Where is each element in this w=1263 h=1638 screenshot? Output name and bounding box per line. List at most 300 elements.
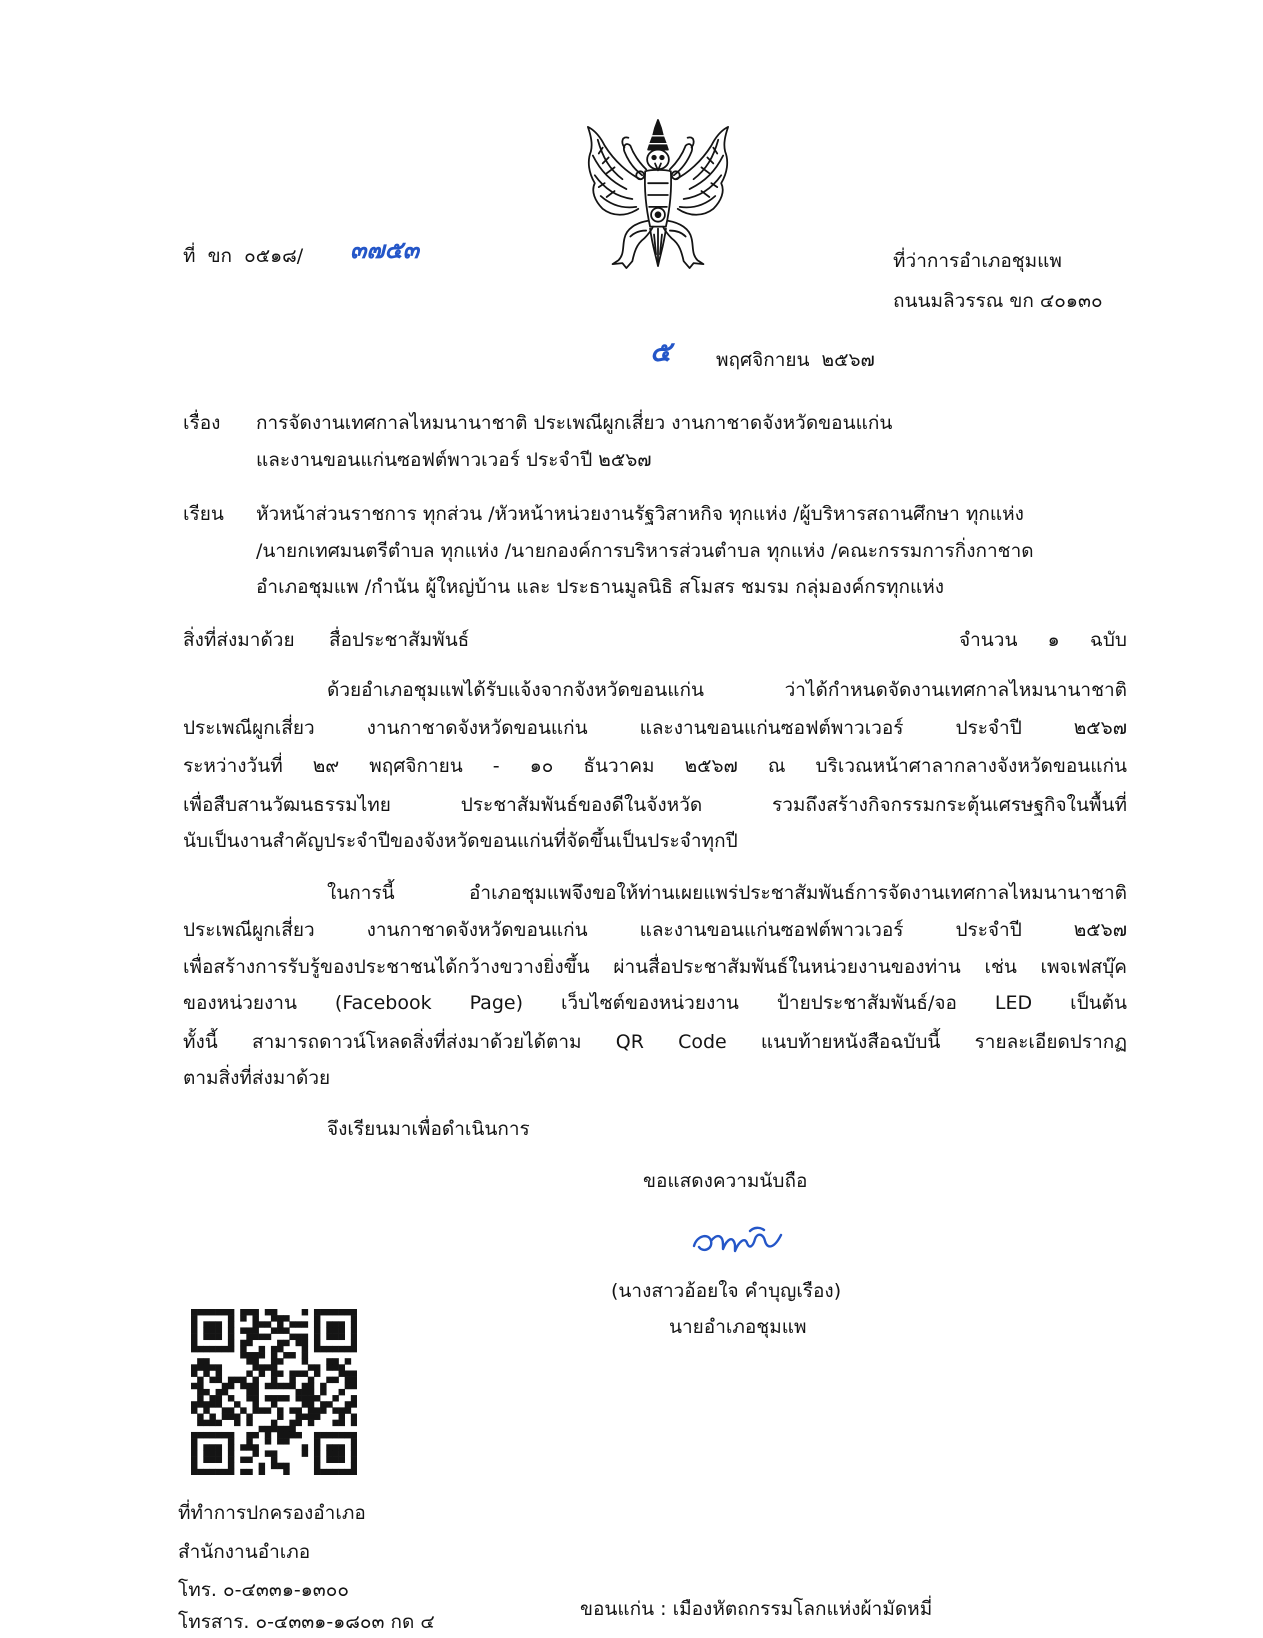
qr-module [302,1309,308,1315]
qr-module [203,1407,209,1413]
qr-module [252,1352,258,1358]
qr-module [246,1334,252,1340]
qr-module [209,1334,215,1340]
footer-contact-line: โทร. ๐-๔๓๓๑-๑๓๐๐ [178,1579,349,1601]
qr-module [197,1469,203,1475]
qr-module [246,1352,252,1358]
qr-module [240,1352,246,1358]
qr-module [314,1334,320,1340]
qr-module [314,1309,320,1315]
qr-module [203,1358,209,1364]
qr-module [289,1426,295,1432]
qr-module [209,1432,215,1438]
qr-module [345,1432,351,1438]
qr-module [191,1346,197,1352]
qr-module [216,1450,222,1456]
qr-module [283,1352,289,1358]
qr-module [332,1309,338,1315]
qr-module [265,1432,271,1438]
qr-module [259,1346,265,1352]
recipient-label: เรียน [183,503,224,525]
qr-module [277,1315,283,1321]
qr-module [314,1340,320,1346]
qr-module [203,1450,209,1456]
qr-module [265,1426,271,1432]
qr-module [277,1432,283,1438]
qr-module [326,1444,332,1450]
reference-number-handwritten: ๓๗๕๓ [350,235,420,264]
qr-module [228,1327,234,1333]
qr-module [265,1438,271,1444]
qr-module [332,1346,338,1352]
qr-module [216,1432,222,1438]
qr-module [302,1395,308,1401]
qr-module [222,1407,228,1413]
qr-module [283,1432,289,1438]
qr-module [332,1321,338,1327]
qr-module [332,1327,338,1333]
qr-module [296,1407,302,1413]
qr-module [216,1401,222,1407]
qr-module [259,1407,265,1413]
qr-module [252,1389,258,1395]
qr-module [197,1395,203,1401]
qr-module [222,1383,228,1389]
qr-module [277,1407,283,1413]
qr-module [296,1420,302,1426]
qr-module [339,1364,345,1370]
qr-module [240,1383,246,1389]
enclosure-item: สื่อประชาสัมพันธ์ [329,629,470,651]
qr-module [203,1432,209,1438]
qr-module [197,1364,203,1370]
qr-module [332,1364,338,1370]
qr-module [252,1407,258,1413]
qr-module [203,1334,209,1340]
body-line: ระหว่างวันที่ ๒๙ พฤศจิกายน - ๑๐ ธันวาคม ๒๕๖๗ ณ บริเวณหน้าศาลากลางจังหวัดขอนแก่น [183,755,1127,777]
signatory-position: นายอำเภอชุมแพ [669,1316,807,1338]
qr-module [246,1358,252,1364]
qr-module [314,1370,320,1376]
qr-module [314,1346,320,1352]
qr-module [351,1432,357,1438]
qr-module [345,1407,351,1413]
qr-module [209,1444,215,1450]
qr-module [246,1420,252,1426]
qr-module [289,1432,295,1438]
qr-module [345,1309,351,1315]
qr-module [351,1321,357,1327]
qr-module [209,1420,215,1426]
qr-module [289,1334,295,1340]
qr-module [271,1346,277,1352]
qr-module [216,1346,222,1352]
date-day-handwritten: ๕ [650,335,672,368]
qr-module [240,1315,246,1321]
qr-module [259,1321,265,1327]
qr-module [209,1309,215,1315]
qr-module [320,1432,326,1438]
qr-module [203,1457,209,1463]
qr-module [209,1450,215,1456]
qr-module [308,1389,314,1395]
qr-module [320,1309,326,1315]
qr-module [259,1334,265,1340]
qr-module [271,1364,277,1370]
qr-module [302,1334,308,1340]
qr-module [252,1315,258,1321]
qr-module [252,1321,258,1327]
qr-module [191,1370,197,1376]
qr-module [351,1457,357,1463]
qr-module [252,1444,258,1450]
qr-module [228,1463,234,1469]
quantity-label: จำนวน [959,629,1018,651]
salutation: ขอแสดงความนับถือ [643,1170,808,1192]
qr-module [265,1364,271,1370]
qr-module [302,1358,308,1364]
qr-module [259,1370,265,1376]
qr-module [351,1383,357,1389]
qr-module [228,1334,234,1340]
qr-module [339,1469,345,1475]
qr-module [308,1377,314,1383]
qr-module [191,1438,197,1444]
qr-module [216,1389,222,1395]
qr-module [240,1444,246,1450]
qr-module [209,1469,215,1475]
garuda-emblem [578,118,738,276]
qr-module [216,1395,222,1401]
qr-module [191,1364,197,1370]
qr-module [289,1321,295,1327]
qr-module [277,1426,283,1432]
qr-module [265,1383,271,1389]
qr-module [197,1414,203,1420]
recipient-line: อำเภอชุมแพ /กำนัน ผู้ใหญ่บ้าน และ ประธานมูลนิธิ สโมสร ชมรม กลุ่มองค์กรทุกแห่ง [256,576,945,598]
qr-module [296,1389,302,1395]
qr-module [326,1346,332,1352]
qr-module [339,1346,345,1352]
qr-module [271,1370,277,1376]
qr-module [246,1414,252,1420]
qr-module [302,1444,308,1450]
office-name: ที่ว่าการอำเภอชุมแพ [893,250,1062,272]
footer-contact-line: ที่ทำการปกครองอำเภอ [178,1502,366,1524]
qr-module [246,1340,252,1346]
qr-module [216,1327,222,1333]
qr-module [351,1438,357,1444]
qr-module [314,1469,320,1475]
qr-module [203,1327,209,1333]
qr-module [246,1370,252,1376]
qr-module [222,1432,228,1438]
qr-module [345,1469,351,1475]
subject-line: การจัดงานเทศกาลไหมนานาชาติ ประเพณีผูกเสี่ยว งานกาชาดจังหวัดขอนแก่น [256,412,893,434]
qr-module [296,1321,302,1327]
qr-module [246,1383,252,1389]
qr-module [246,1389,252,1395]
qr-module [339,1309,345,1315]
qr-module [351,1340,357,1346]
qr-module [265,1395,271,1401]
body-line: ด้วยอำเภอชุมแพได้รับแจ้งจากจังหวัดขอนแก่น ว่าได้กำหนดจัดงานเทศกาลไหมนานาชาติ [327,679,1127,701]
footer-slogan: ขอนแก่น : เมืองหัตถกรรมโลกแห่งผ้ามัดหมี่ [580,1598,933,1620]
qr-module [308,1401,314,1407]
qr-module [191,1457,197,1463]
qr-module [296,1334,302,1340]
qr-module [240,1327,246,1333]
qr-module [228,1346,234,1352]
qr-module [234,1377,240,1383]
qr-module [246,1395,252,1401]
qr-module [209,1457,215,1463]
qr-module [203,1401,209,1407]
qr-module [351,1377,357,1383]
enclosure-quantity [959,626,1127,654]
qr-module [277,1463,283,1469]
qr-module [326,1469,332,1475]
qr-module [222,1469,228,1475]
qr-module [234,1401,240,1407]
qr-module [191,1309,197,1315]
qr-module [302,1346,308,1352]
qr-module [339,1370,345,1376]
qr-module [252,1358,258,1364]
qr-module [228,1340,234,1346]
footer-contact-line: สำนักงานอำเภอ [178,1541,311,1563]
qr-module [203,1321,209,1327]
qr-module [259,1352,265,1358]
qr-module [332,1407,338,1413]
qr-module [289,1377,295,1383]
qr-module [351,1401,357,1407]
qr-module [228,1407,234,1413]
qr-module [339,1389,345,1395]
qr-module [277,1414,283,1420]
qr-module [339,1407,345,1413]
qr-module [308,1383,314,1389]
qr-module [351,1463,357,1469]
qr-module [314,1450,320,1456]
qr-module [302,1321,308,1327]
qr-module [246,1457,252,1463]
qr-module [197,1358,203,1364]
body-line: ประเพณีผูกเสี่ยว งานกาชาดจังหวัดขอนแก่น และงานขอนแก่นซอฟต์พาวเวอร์ ประจำปี ๒๕๖๗ [183,717,1127,739]
qr-module [320,1469,326,1475]
qr-module [191,1340,197,1346]
qr-module [240,1457,246,1463]
qr-module [314,1407,320,1413]
qr-module [228,1438,234,1444]
qr-module [240,1309,246,1315]
qr-module [191,1407,197,1413]
qr-module [345,1346,351,1352]
qr-module [246,1438,252,1444]
qr-module [308,1420,314,1426]
qr-module [203,1309,209,1315]
qr-module [283,1340,289,1346]
emblem-crown [648,120,668,150]
qr-module [283,1426,289,1432]
qr-module [222,1346,228,1352]
qr-module [216,1309,222,1315]
qr-module [222,1389,228,1395]
quantity-unit: ฉบับ [1089,629,1127,651]
qr-module [320,1346,326,1352]
qr-module [271,1395,277,1401]
qr-module [271,1401,277,1407]
qr-module [326,1432,332,1438]
qr-module [271,1327,277,1333]
qr-module [228,1469,234,1475]
qr-module [302,1370,308,1376]
qr-module [283,1463,289,1469]
closing-line: จึงเรียนมาเพื่อดำเนินการ [327,1118,530,1140]
qr-module [332,1420,338,1426]
qr-module [216,1334,222,1340]
qr-module [320,1389,326,1395]
qr-module [203,1389,209,1395]
qr-module [302,1401,308,1407]
qr-module [216,1420,222,1426]
qr-module [228,1315,234,1321]
qr-module [240,1377,246,1383]
qr-module [259,1463,265,1469]
qr-module [351,1309,357,1315]
qr-module [308,1407,314,1413]
footer-contact-line: โทรสาร. ๐-๔๓๓๑-๑๘๐๓ กด ๔ [178,1611,435,1633]
qr-module [332,1450,338,1456]
qr-module [339,1321,345,1327]
qr-module [234,1414,240,1420]
qr-module [314,1457,320,1463]
qr-module [228,1377,234,1383]
subject-line: และงานขอนแก่นซอฟต์พาวเวอร์ ประจำปี ๒๕๖๗ [256,449,652,471]
qr-module [277,1370,283,1376]
emblem-right-half [663,127,728,268]
qr-module [283,1395,289,1401]
qr-module [326,1327,332,1333]
qr-module [228,1309,234,1315]
qr-module [271,1309,277,1315]
qr-code [191,1309,357,1475]
qr-module [197,1432,203,1438]
qr-module [228,1395,234,1401]
qr-module [216,1377,222,1383]
qr-module [332,1469,338,1475]
qr-module [302,1450,308,1456]
qr-module [252,1383,258,1389]
qr-module [191,1401,197,1407]
qr-module [289,1370,295,1376]
qr-module [216,1444,222,1450]
qr-module [259,1364,265,1370]
qr-module [216,1364,222,1370]
qr-module [314,1315,320,1321]
qr-module [197,1401,203,1407]
qr-module [302,1389,308,1395]
qr-module [228,1450,234,1456]
qr-module [289,1383,295,1389]
qr-module [345,1377,351,1383]
qr-module [351,1469,357,1475]
qr-module [332,1377,338,1383]
qr-module [332,1457,338,1463]
signatory-name: (นางสาวอ้อยใจ คำบุญเรือง) [611,1280,842,1302]
qr-module [197,1420,203,1426]
qr-module [277,1321,283,1327]
qr-module [339,1432,345,1438]
qr-module [320,1401,326,1407]
qr-module [271,1377,277,1383]
qr-module [351,1370,357,1376]
qr-module [339,1334,345,1340]
qr-module [283,1327,289,1333]
qr-module [191,1383,197,1389]
qr-module [197,1346,203,1352]
qr-module [271,1358,277,1364]
qr-module [246,1444,252,1450]
emblem-left-half [588,127,653,268]
qr-module [252,1450,258,1456]
qr-module [308,1364,314,1370]
qr-module [351,1420,357,1426]
qr-module [265,1321,271,1327]
qr-module [302,1414,308,1420]
qr-module [302,1352,308,1358]
qr-module [326,1364,332,1370]
qr-module [271,1383,277,1389]
qr-module [271,1352,277,1358]
qr-module [191,1432,197,1438]
qr-module [240,1346,246,1352]
body-line: ของหน่วยงาน (Facebook Page) เว็บไซต์ของหน่วยงาน ป้ายประชาสัมพันธ์/จอ LED เป็นต้น [183,992,1127,1014]
qr-module [314,1327,320,1333]
qr-module [326,1450,332,1456]
qr-module [296,1414,302,1420]
qr-module [277,1383,283,1389]
qr-module [302,1383,308,1389]
qr-module [191,1334,197,1340]
qr-module [252,1401,258,1407]
qr-module [332,1444,338,1450]
qr-module [265,1334,271,1340]
qr-module [197,1309,203,1315]
qr-module [277,1327,283,1333]
qr-module [296,1370,302,1376]
qr-module [271,1457,277,1463]
qr-module [240,1407,246,1413]
body-line: ตามสิ่งที่ส่งมาด้วย [183,1067,331,1089]
qr-module [314,1444,320,1450]
qr-module [314,1438,320,1444]
qr-module [314,1364,320,1370]
qr-module [209,1414,215,1420]
qr-module [332,1395,338,1401]
qr-module [314,1395,320,1401]
qr-module [246,1327,252,1333]
qr-module [209,1401,215,1407]
body-line: ในการนี้ อำเภอชุมแพจึงขอให้ท่านเผยแพร่ประชาสัมพันธ์การจัดงานเทศกาลไหมนานาชาติ [327,882,1127,904]
qr-module [339,1420,345,1426]
qr-module [191,1315,197,1321]
qr-module [326,1457,332,1463]
qr-module [271,1426,277,1432]
qr-module [228,1432,234,1438]
qr-module [345,1401,351,1407]
qr-module [332,1358,338,1364]
